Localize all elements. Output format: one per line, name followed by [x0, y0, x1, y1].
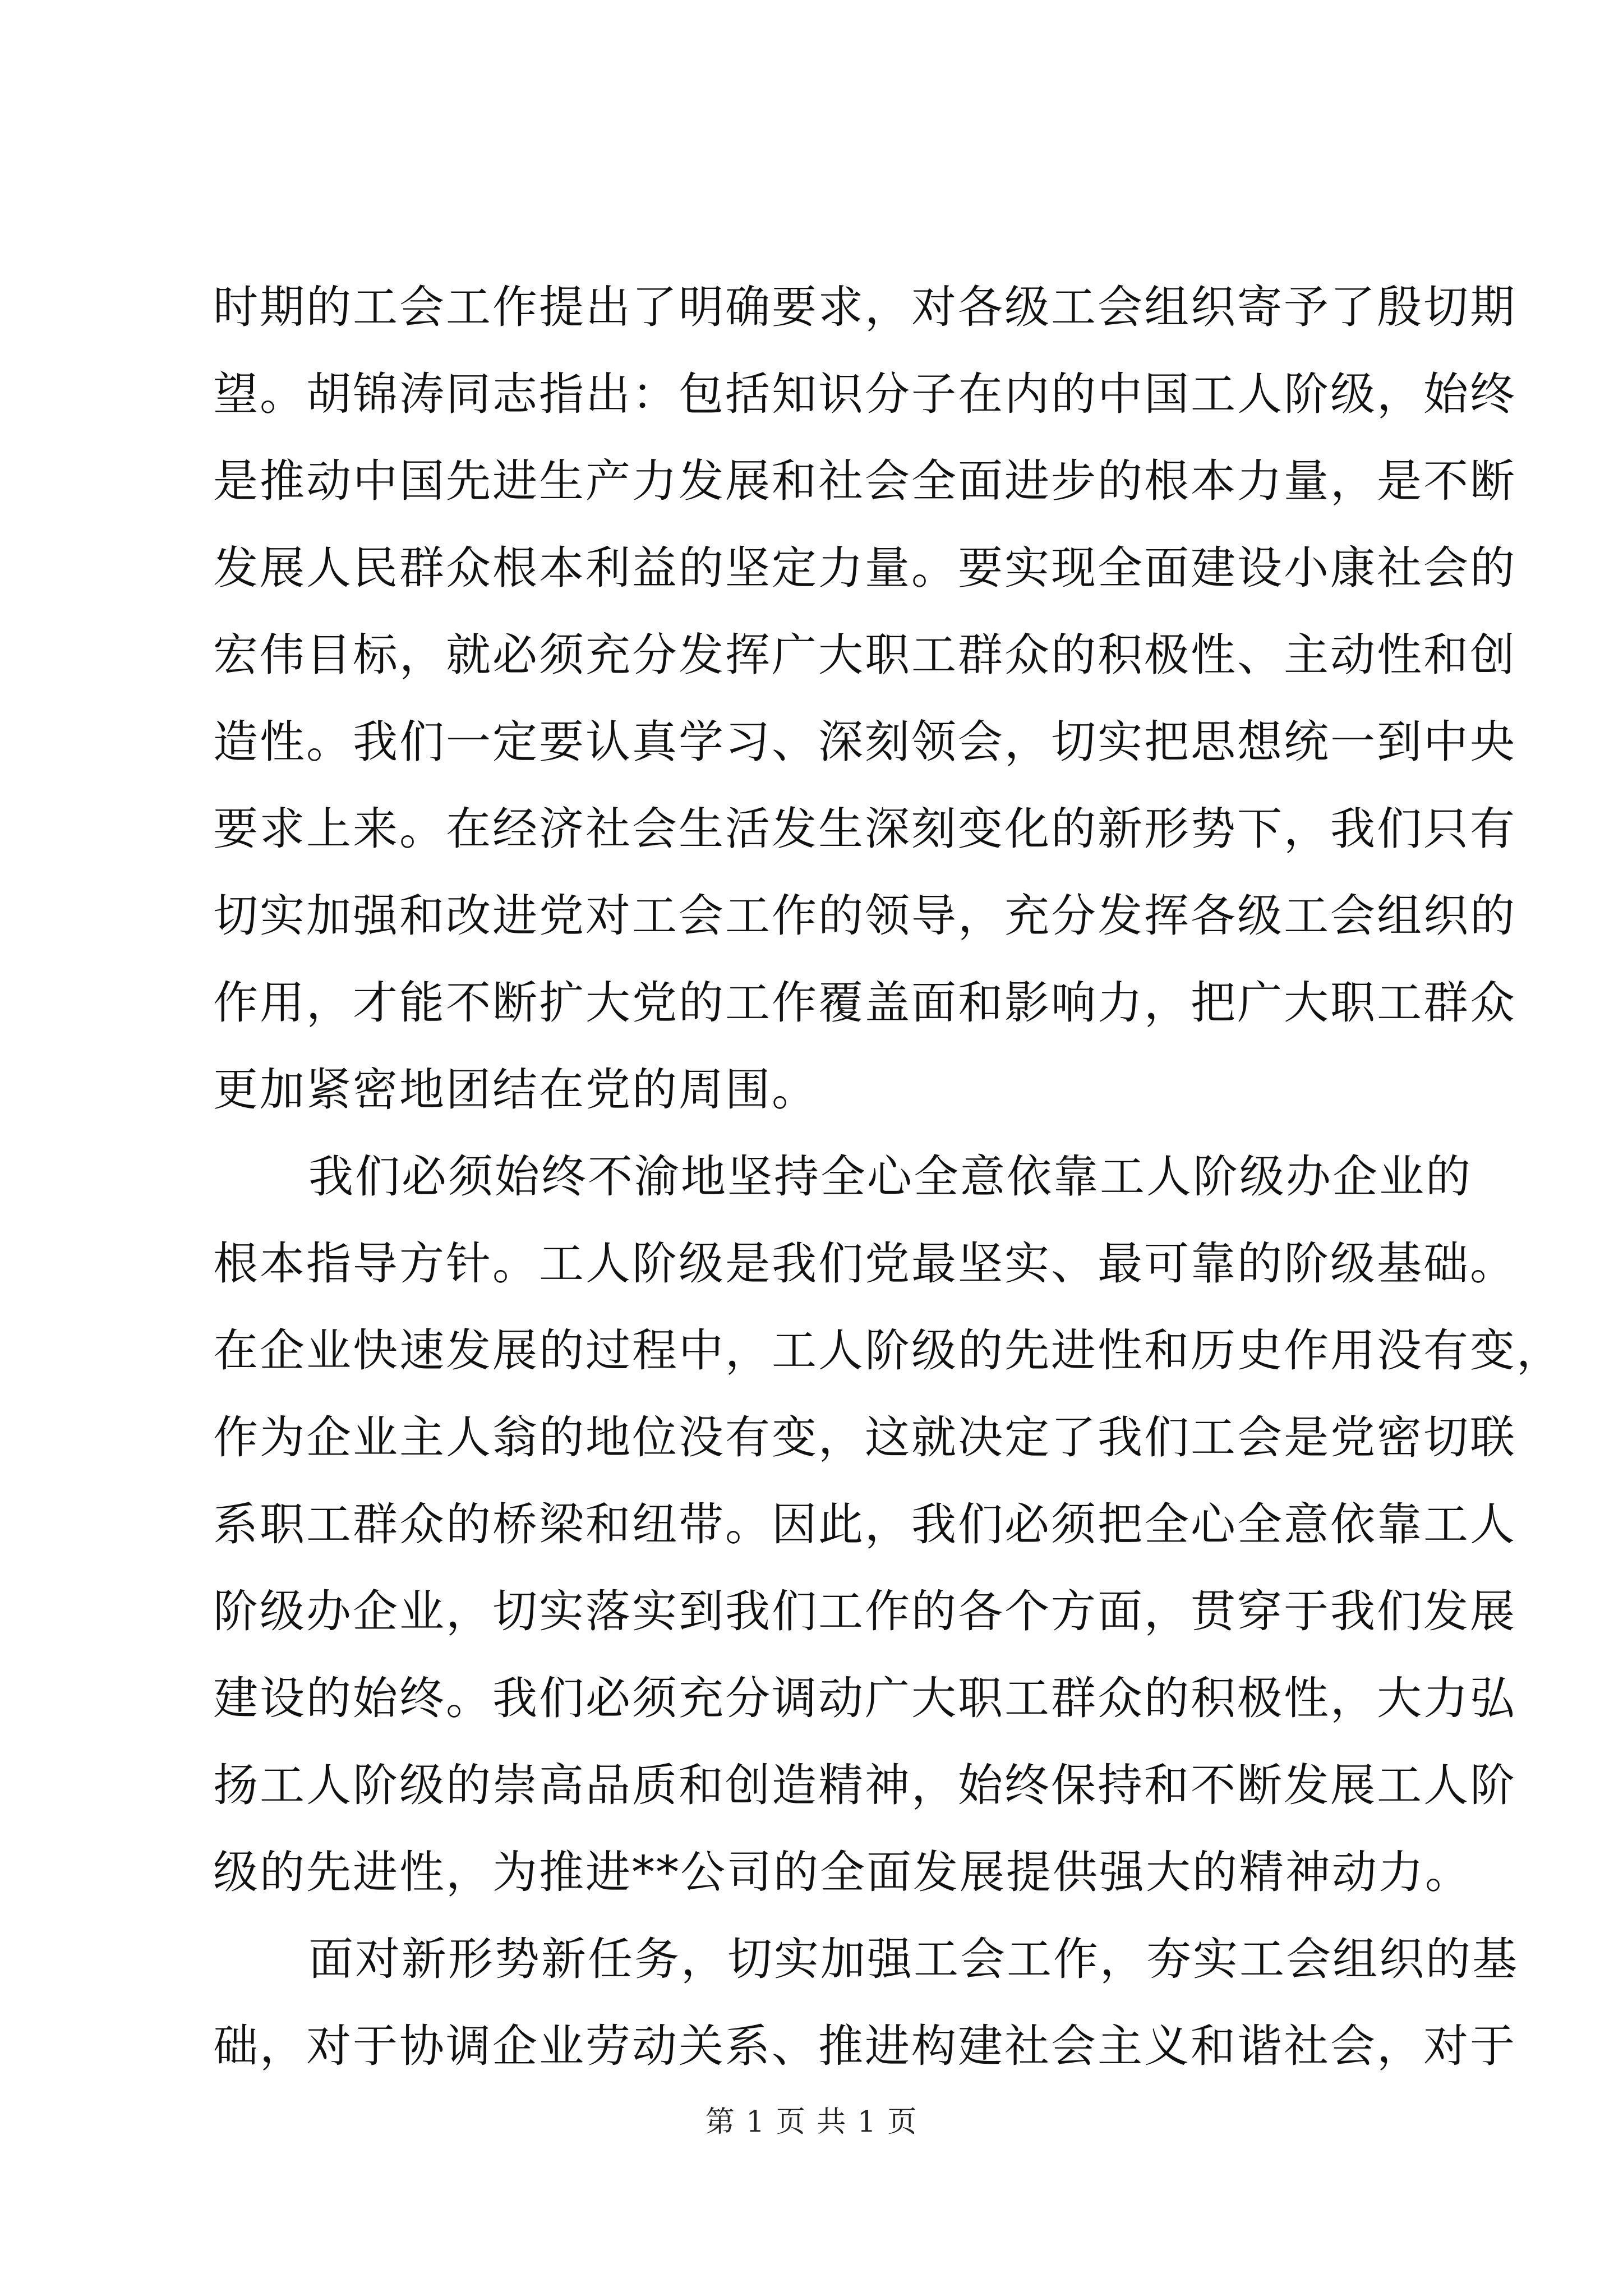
text-line: 扬工人阶级的崇高品质和创造精神，始终保持和不断发展工人阶: [213, 1759, 1516, 1811]
paragraph-3: [213, 1916, 1519, 2090]
document-body: [213, 264, 1563, 2090]
text-line: 阶级办企业，切实落实到我们工作的各个方面，贯穿于我们发展: [213, 1585, 1516, 1637]
text-line: 发展人民群众根本利益的坚定力量。要实现全面建设小康社会的: [213, 542, 1516, 594]
text-line: 是推动中国先进生产力发展和社会全面进步的根本力量，是不断: [213, 455, 1516, 507]
text-line: 望。胡锦涛同志指出：包括知识分子在内的中国工人阶级，始终: [213, 368, 1516, 420]
paragraph-1: [213, 264, 1516, 1133]
text-line: 系职工群众的桥梁和纽带。因此，我们必须把全心全意依靠工人: [213, 1498, 1516, 1550]
text-line: 切实加强和改进党对工会工作的领导，充分发挥各级工会组织的: [213, 890, 1516, 942]
paragraph-2: [213, 1133, 1563, 1916]
text-line: 宏伟目标，就必须充分发挥广大职工群众的积极性、主动性和创: [213, 629, 1516, 681]
text-line: 级的先进性，为推进**公司的全面发展提供强大的精神动力。: [213, 1846, 1472, 1898]
text-line: 作为企业主人翁的地位没有变，这就决定了我们工会是党密切联: [213, 1411, 1516, 1464]
text-line: 在企业快速发展的过程中，工人阶级的先进性和历史作用没有变，: [213, 1324, 1563, 1377]
text-line: 作用，才能不断扩大党的工作覆盖面和影响力，把广大职工群众: [213, 977, 1516, 1029]
text-line: 要求上来。在经济社会生活发生深刻变化的新形势下，我们只有: [213, 803, 1516, 855]
text-line: 根本指导方针。工人阶级是我们党最坚实、最可靠的阶级基础。: [213, 1237, 1516, 1290]
text-line: 础，对于协调企业劳动关系、推进构建社会主义和谐社会，对于: [213, 2020, 1516, 2072]
text-line: 时期的工会工作提出了明确要求，对各级工会组织寄予了殷切期: [213, 281, 1516, 333]
text-line: 更加紧密地团结在党的周围。: [213, 1064, 818, 1116]
text-line: 我们必须始终不渝地坚持全心全意依靠工人阶级办企业的: [308, 1151, 1472, 1203]
page-footer: 第 1 页 共 1 页: [705, 2105, 918, 2139]
text-line: 面对新形势新任务，切实加强工会工作，夯实工会组织的基: [308, 1933, 1519, 1985]
text-line: 造性。我们一定要认真学习、深刻领会，切实把思想统一到中央: [213, 716, 1516, 768]
text-line: 建设的始终。我们必须充分调动广大职工群众的积极性，大力弘: [213, 1672, 1516, 1724]
